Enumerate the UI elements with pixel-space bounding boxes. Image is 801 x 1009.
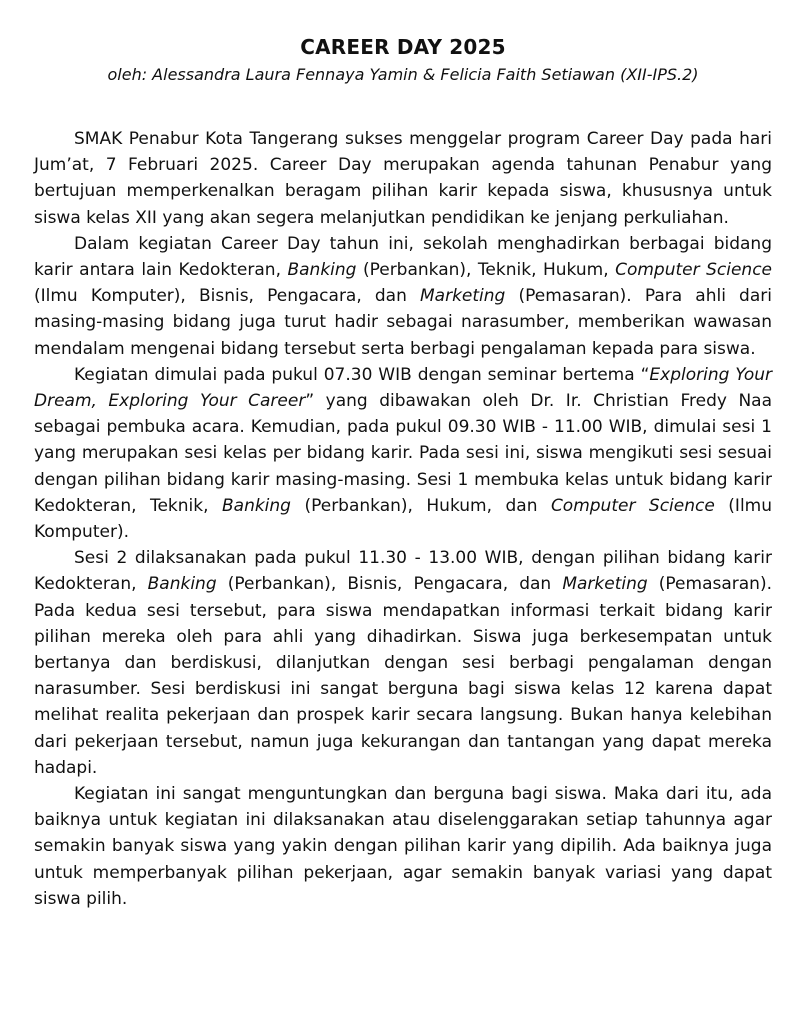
- paragraph-5: Kegiatan ini sangat menguntungkan dan berguna bagi siswa. Maka dari itu, ada baiknya untuk kegiatan ini dilaksanakan atau diselenggarakan setiap tahunnya agar semakin banyak siswa yang yakin dengan pilihan karir yang dipilih. Ada baiknya juga untuk memperbanyak pilihan pekerjaan, agar semakin banyak variasi yang dapat siswa pilih.: [34, 784, 772, 909]
- italic-term: Computer Science: [615, 260, 772, 281]
- italic-term: Banking: [287, 260, 357, 281]
- italic-term: Marketing: [562, 574, 648, 595]
- article-body: [34, 126, 772, 912]
- article-title: CAREER DAY 2025: [300, 35, 506, 59]
- italic-term: Banking: [221, 495, 291, 516]
- article-byline: oleh: Alessandra Laura Fennaya Yamin & Felicia Faith Setiawan (XII-IPS.2): [107, 65, 699, 84]
- italic-term: Marketing: [420, 286, 506, 307]
- italic-term: Computer Science: [550, 495, 715, 516]
- paragraph-4: Sesi 2 dilaksanakan pada pukul 11.30 - 13.00 WIB, dengan pilihan bidang karir Kedokteran, Banking (Perbankan), Bisnis, Pengacara, dan Marketing (Pemasaran). Pada kedua sesi tersebut, para siswa mendapatkan informasi terkait bidang karir pilihan mereka oleh para ahli yang dihadirkan. Siswa juga berkesempatan untuk bertanya dan berdiskusi, dilanjutkan dengan sesi berbagi pengalaman dengan narasumber. Sesi berdiskusi ini sangat berguna bagi siswa kelas 12 karena dapat melihat realita pekerjaan dan prospek karir secara langsung. Bukan hanya kelebihan dari pekerjaan tersebut, namun juga kekurangan dan tantangan yang dapat mereka hadapi.: [34, 548, 772, 778]
- italic-term: Banking: [147, 574, 217, 595]
- paragraph-2: Dalam kegiatan Career Day tahun ini, sekolah menghadirkan berbagai bidang karir antara lain Kedokteran, Banking (Perbankan), Teknik, Hukum, Computer Science (Ilmu Komputer), Bisnis, Pengacara, dan Marketing (Pemasaran). Para ahli dari masing-masing bidang juga turut hadir sebagai narasumber, memberikan wawasan mendalam mengenai bidang tersebut serta berbagi pengalaman kepada para siswa.: [34, 233, 772, 359]
- document-page: [34, 32, 772, 912]
- paragraph-1: SMAK Penabur Kota Tangerang sukses menggelar program Career Day pada hari Jum’at, 7 Februari 2025. Career Day merupakan agenda tahunan Penabur yang bertujuan memperkenalkan beragam pilihan karir kepada siswa, khususnya untuk siswa kelas XII yang akan segera melanjutkan pendidikan ke jenjang perkuliahan.: [34, 129, 772, 228]
- italic-term: Exploring Your Dream, Exploring Your Career: [34, 364, 772, 412]
- paragraph-3: Kegiatan dimulai pada pukul 07.30 WIB dengan seminar bertema “Exploring Your Dream, Exploring Your Career” yang dibawakan oleh Dr. Ir. Christian Fredy Naa sebagai pembuka acara. Kemudian, pada pukul 09.30 WIB - 11.00 WIB, dimulai sesi 1 yang merupakan sesi kelas per bidang karir. Pada sesi ini, siswa mengikuti sesi sesuai dengan pilihan bidang karir masing-masing. Sesi 1 membuka kelas untuk bidang karir Kedokteran, Teknik, Banking (Perbankan), Hukum, dan Computer Science (Ilmu Komputer).: [34, 364, 772, 543]
